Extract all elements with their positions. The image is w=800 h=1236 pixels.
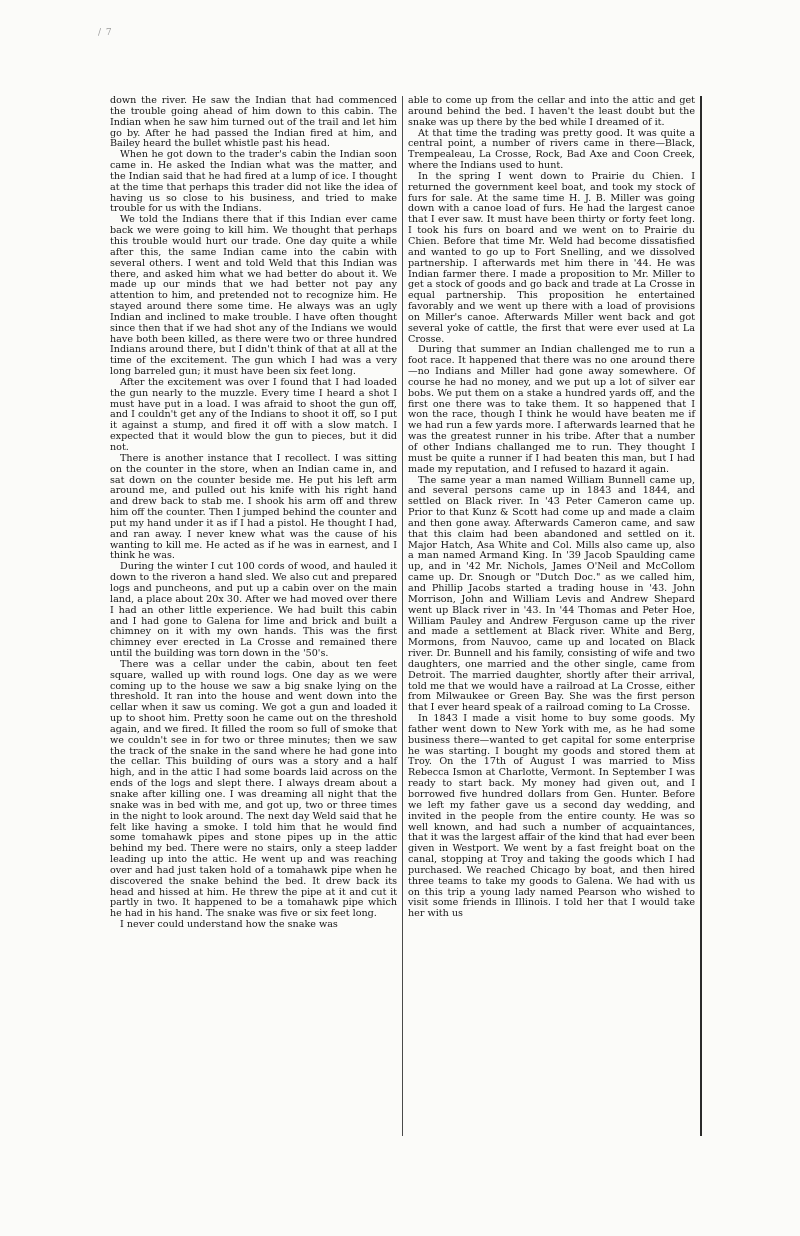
- paragraph: After the excitement was over I found that I had loaded the gun nearly to the muzzle. Every time I heard a shot I must have put in a load. I was afraid to shoot the gun off, and I couldn't get any of the Indians to shoot it off, so I put it against a stump, and fired it off with a slow match. I expected that it would blow the gun to pieces, but it did not.: [110, 376, 397, 453]
- column-edge-rule: [700, 96, 702, 1136]
- paragraph: During the winter I cut 100 cords of wood, and hauled it down to the riveron a hand sled. We also cut and prepared logs and puncheons, and put up a cabin over on the main land, a place about 20x 30. After we had moved over there I had an other little experience. We had built this cabin and I had gone to Galena for lime and brick and built a chimney on it with my own hands. This was the first chimney ever erected in La Crosse and remained there until the building was torn down in the '50's.: [110, 561, 397, 660]
- left-text-column: [110, 96, 397, 931]
- paragraph: We told the Indians there that if this Indian ever came back we were going to kill him. We thought that perhaps this trouble would hurt our trade. One day quite a while after this, the same Indian came into the cabin with several others. I went and told Weld that this Indian was there, and asked him what we had better do about it. We made up our minds that we had better not pay any attention to him, and pretended not to recognize him. He stayed around there some time. He always was an ugly Indian and inclined to make trouble. I have often thought since then that if we had shot any of the Indians we would have both been killed, as there were two or three hundred Indians around there, but I didn't think of that at all at the time of the excitement. The gun which I had was a very long barreled gun; it must have been six feet long.: [110, 214, 397, 378]
- paragraph: In the spring I went down to Prairie du Chien. I returned the government keel boat, and took my stock of furs for sale. At the same time H. J. B. Miller was going down with a canoe load of furs. He had the largest canoe that I ever saw. It must have been thirty or forty feet long. I took his furs on board and we went on to Prairie du Chien. Before that time Mr. Weld had become dissatisfied and wanted to go up to Fort Snelling, and we dissolved partnership. I afterwards met him there in '44. He was Indian farmer there. I made a proposition to Mr. Miller to get a stock of goods and go back and trade at La Crosse in equal partnership. This proposition he entertained favorably and we went up there with a load of provisions on Miller's canoe. Afterwards Miller went back and got several yoke of cattle, the first that were ever used at La Crosse.: [408, 170, 695, 345]
- paragraph: When he got down to the trader's cabin the Indian soon came in. He asked the Indian what was the matter, and the Indian said that he had fired at a lump of ice. I thought at the time that perhaps this trader did not like the idea of having us so close to his business, and tried to make trouble for us with the Indians.: [110, 149, 397, 215]
- paragraph: At that time the trading was pretty good. It was quite a central point, a number of rivers came in there—Black, Trempealeau, La Crosse, Rock, Bad Axe and Coon Creek, where the Indians used to hunt.: [408, 127, 695, 172]
- paragraph: I never could understand how the snake was: [120, 919, 338, 931]
- paragraph: down the river. He saw the Indian that had commenced the trouble going ahead of him down to this cabin. The Indian when he saw him turned out of the trail and let him go by. After he had passed the Indian fired at him, and Bailey heard the bullet whistle past his head.: [110, 95, 397, 150]
- paragraph: The same year a man named William Bunnell came up, and several persons came up in 1843 and 1844, and settled on Black river. In '43 Peter Cameron came up. Prior to that Kunz & Scott had come up and made a claim and then gone away. Afterwards Cameron came, and saw that this claim had been abandoned and settled on it. Major Hatch, Asa White and Col. Mills also came up, also a man named Armand King. In '39 Jacob Spaulding came up, and in '42 Mr. Nichols, James O'Neil and McCollom came up. Dr. Snough or "Dutch Doc." as we called him, and Phillip Jacobs started a trading house in '43. John Morrison, John and William Levis and Andrew Shepard went up Black river in '43. In '44 Thomas and Peter Hoe, William Pauley and Andrew Ferguson came up the river and made a settlement at Black river. White and Berg, Mormons, from Nauvoo, came up and located on Black river. Dr. Bunnell and his family, consisting of wife and two daughters, one married and the other single, came from Detroit. The married daughter, shortly after their arrival, told me that we would have a railroad at La Crosse, either from Milwaukee or Green Bay. She was the first person that I ever heard speak of a railroad coming to La Crosse.: [408, 474, 695, 714]
- paragraph: There was a cellar under the cabin, about ten feet square, walled up with round logs. One day as we were coming up to the house we saw a big snake lying on the threshold. It ran into the house and went down into the cellar when it saw us coming. We got a gun and loaded it up to shoot him. Pretty soon he came out on the threshold again, and we fired. It filled the room so full of smoke that we couldn't see in for two or three minutes; then we saw the track of the snake in the sand where he had gone into the cellar. This building of ours was a story and a half high, and in the attic I had some boards laid across on the ends of the logs and slept there. I always dream about a snake after killing one. I was dreaming all night that the snake was in bed with me, and got up, two or three times in the night to look around. The next day Weld said that he felt like having a smoke. I told him that he would find some tomahawk pipes and stone pipes up in the attic behind my bed. There were no stairs, only a steep ladder leading up into the attic. He went up and was reaching over and had just taken hold of a tomahawk pipe when he discovered the snake behind the bed. It drew back its head and hissed at him. He threw the pipe at it and cut it partly in two. It happened to be a tomahawk pipe which he had in his hand. The snake was five or six feet long.: [110, 658, 397, 920]
- paragraph: able to come up from the cellar and into the attic and get around behind the bed. I haven't the least doubt but the snake was up there by the bed while I dreamed of it.: [408, 95, 695, 128]
- page-corner-mark: / 7: [98, 28, 113, 38]
- column-divider: [402, 96, 403, 1136]
- paragraph: There is another instance that I recollect. I was sitting on the counter in the store, when an Indian came in, and sat down on the counter beside me. He put his left arm around me, and pulled out his knife with his right hand and drew back to stab me. I shook his arm off and threw him off the counter. Then I jumped behind the counter and put my hand under it as if I had a pistol. He thought I had, and ran away. I never knew what was the cause of his wanting to kill me. He acted as if he was in earnest, and I think he was.: [110, 452, 397, 562]
- paragraph: In 1843 I made a visit home to buy some goods. My father went down to New York with me, as he had some business there—wanted to get capital for some enterprise he was starting. I bought my goods and stored them at Troy. On the 17th of August I was married to Miss Rebecca Ismon at Charlotte, Vermont. In September I was ready to start back. My money had given out, and I borrowed five hundred dollars from Gen. Hunter. Before we left my father gave us a second day wedding, and invited in the people from the entire county. He was so well known, and had such a number of acquaintances, that it was the largest affair of the kind that had ever been given in Westport. We went by a fast freight boat on the canal, stopping at Troy and taking the goods which I had purchased. We reached Chicago by boat, and then hired three teams to take my goods to Galena. We had with us on this trip a young lady named Pearson who wished to visit some friends in Illinois. I told her that I would take her with us: [408, 713, 695, 920]
- paragraph: During that summer an Indian challenged me to run a foot race. It happened that there was no one around there—no Indians and Miller had gone away somewhere. Of course he had no money, and we put up a lot of silver ear bobs. We put them on a stake a hundred yards off, and the first one there was to take them. It so happened that I won the race, though I think he would have beaten me if we had run a few yards more. I afterwards learned that he was the greatest runner in his tribe. After that a number of other Indians challanged me to run. They thought I must be quite a runner if I had beaten this man, but I had made my reputation, and I refused to hazard it again.: [408, 344, 695, 475]
- right-text-column: [408, 96, 695, 920]
